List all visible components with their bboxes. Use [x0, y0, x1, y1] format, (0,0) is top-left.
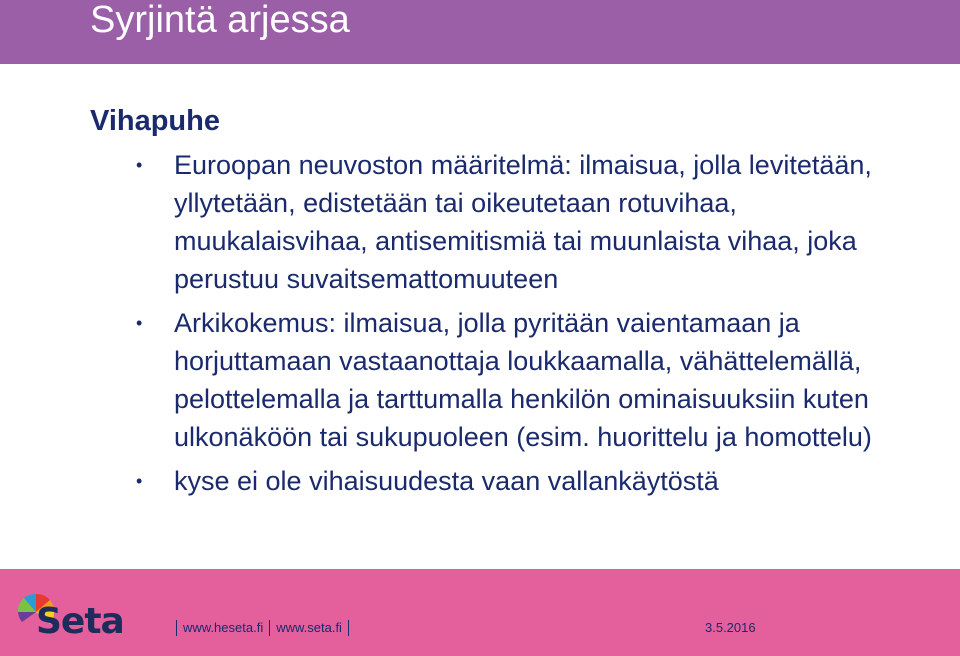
bullet-text: Arkikokemus: ilmaisua, jolla pyritään vaientamaan ja horjuttamaan vastaanottaja loukkaamalla, vähättelemällä, pelottelemalla ja tarttumalla henkilön ominaisuuksiin kuten ulkonäköön tai sukupuoleen (esim. huorittelu ja homottelu)	[174, 308, 872, 452]
bullet-item	[136, 304, 874, 456]
bullet-item	[136, 462, 874, 500]
link-heseta[interactable]: www.heseta.fi	[183, 620, 264, 635]
bullet-text: kyse ei ole vihaisuudesta vaan vallankäytöstä	[174, 466, 719, 496]
logo-text: Seta	[36, 601, 124, 642]
divider	[348, 620, 349, 636]
link-seta[interactable]: www.seta.fi	[276, 620, 342, 635]
footer-bar	[0, 569, 960, 656]
section-heading: Vihapuhe	[90, 105, 220, 137]
bullet-icon: •	[136, 155, 143, 175]
slide-title: Syrjintä arjessa	[90, 0, 350, 41]
bullet-list	[136, 146, 874, 500]
footer-links	[170, 620, 355, 636]
slide-date: 3.5.2016	[705, 620, 756, 635]
bullet-text: Euroopan neuvoston määritelmä: ilmaisua, jolla levitetään, yllytetään, edistetään tai oikeutetaan rotuvihaa, muukalaisvihaa, antisemitismiä tai muunlaista vihaa, joka perustuu suvaitsemattomuuteen	[174, 150, 872, 294]
divider	[176, 620, 177, 636]
bullet-icon: •	[136, 313, 143, 333]
bullet-icon: •	[136, 471, 143, 491]
title-bar	[0, 0, 960, 64]
bullet-item	[136, 146, 874, 298]
divider	[269, 620, 270, 636]
